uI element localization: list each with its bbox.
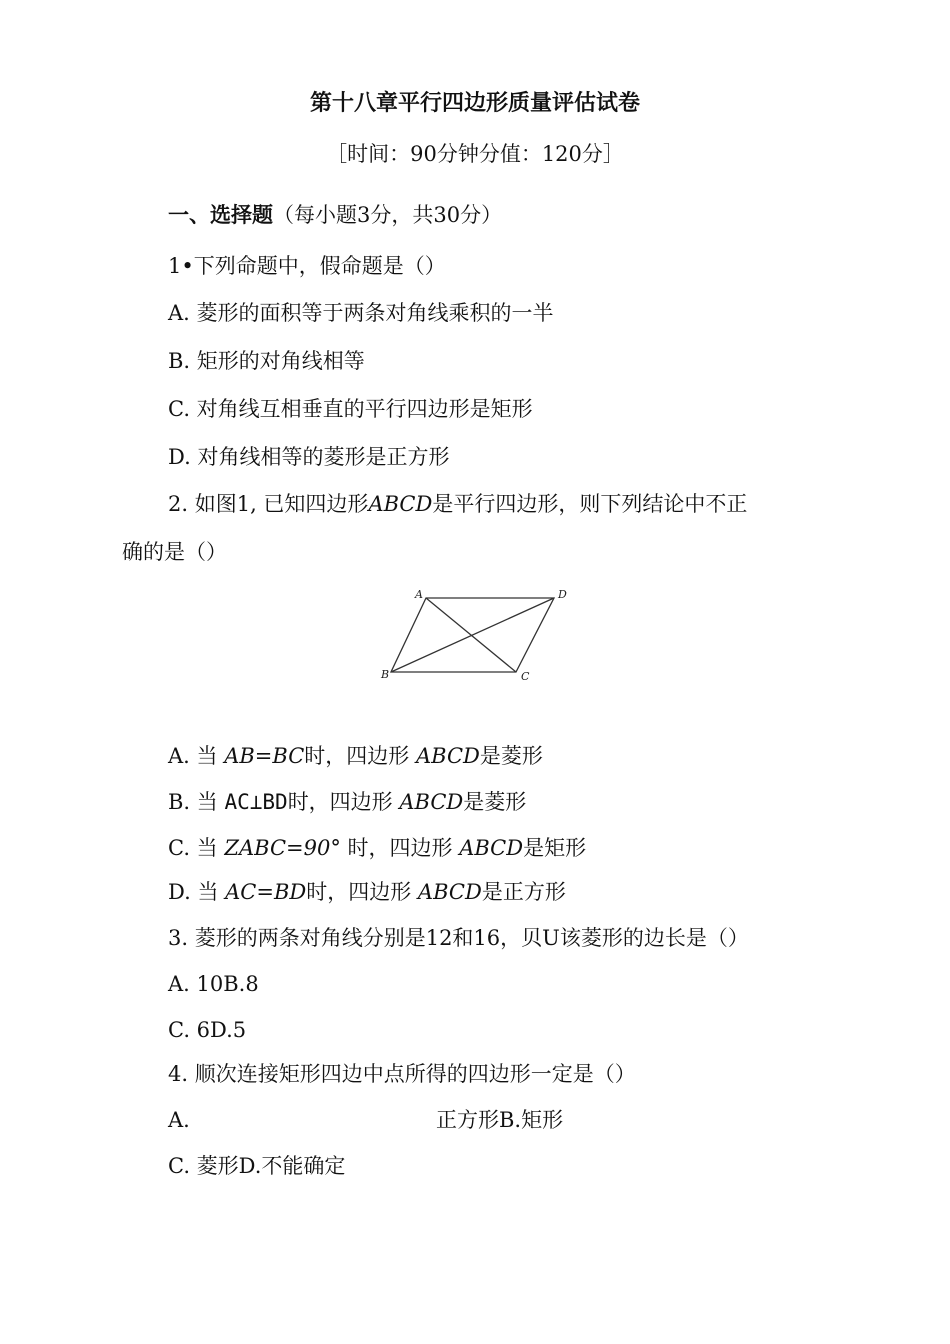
page-title: 第十八章平行四边形质量评估试卷 (309, 90, 640, 116)
q3-stem: 3. 菱形的两条对角线分别是12和16，贝U该菱形的边长是（） (168, 926, 749, 950)
q2-c-condition: ZABC=90° (224, 836, 341, 860)
vertex-label-a: A (415, 588, 423, 601)
q2-b-post: 是菱形 (463, 790, 527, 814)
parallelogram-figure (376, 584, 576, 684)
q3-options-ab: A. 10B.8 (168, 972, 259, 996)
q2-stem-continued: 确的是（） (122, 540, 227, 564)
q4-stem: 4. 顺次连接矩形四边中点所得的四边形一定是（） (168, 1062, 636, 1086)
q2-a-quad: ABCD (415, 744, 480, 768)
vertex-label-b: B (381, 668, 390, 681)
q2-stem-var: ABCD (368, 492, 433, 516)
q2-b-prefix: B. 当 (168, 790, 225, 814)
q2-a-mid: 时，四边形 (304, 744, 416, 768)
q1-option-d: D. 对角线相等的菱形是正方形 (168, 445, 450, 469)
q1-option-b: B. 矩形的对角线相等 (168, 349, 365, 373)
time-info: ［时间：90分钟分值：120分］ (326, 142, 624, 166)
q1-option-a: A. 菱形的面积等于两条对角线乘积的一半 (168, 301, 554, 325)
section-heading (168, 204, 502, 226)
section-note: （每小题3分，共30分） (273, 203, 503, 227)
q2-a-condition: AB=BC (224, 744, 305, 768)
q2-d-post: 是正方形 (481, 880, 566, 904)
q2-stem (168, 494, 747, 515)
q2-a-prefix: A. 当 (168, 744, 225, 768)
q2-a-post: 是菱形 (479, 744, 543, 768)
q2-b-condition: AC⊥BD (224, 790, 288, 814)
q2-b-quad: ABCD (399, 790, 464, 814)
q2-option-b (168, 792, 526, 813)
q2-option-d (168, 882, 566, 903)
q2-stem-post: 是平行四边形，则下列结论中不正 (432, 492, 748, 516)
q2-stem-pre: 2. 如图1, 已知四边形 (168, 492, 369, 516)
q2-c-mid: 时，四边形 (340, 836, 460, 860)
q2-c-post: 是矩形 (523, 836, 587, 860)
q2-d-prefix: D. 当 (168, 880, 226, 904)
diagonal-bd (391, 598, 554, 672)
q4-option-a-label: A. (168, 1108, 190, 1132)
vertex-label-c: C (521, 670, 530, 683)
q3-options-cd: C. 6D.5 (168, 1018, 247, 1042)
q2-option-a (168, 746, 543, 767)
q2-d-condition: AC=BD (225, 880, 307, 904)
q1-stem: 1•下列命题中，假命题是（） (168, 254, 446, 278)
q1-option-c: C. 对角线互相垂直的平行四边形是矩形 (168, 397, 533, 421)
q2-c-quad: ABCD (459, 836, 524, 860)
q4-options-ab: 正方形B.矩形 (436, 1108, 564, 1132)
q4-options-cd: C. 菱形D.不能确定 (168, 1154, 346, 1178)
vertex-label-d: D (558, 588, 567, 601)
q2-d-mid: 时，四边形 (306, 880, 418, 904)
q2-b-mid: 时，四边形 (287, 790, 400, 814)
q2-c-prefix: C. 当 (168, 836, 225, 860)
q2-option-c (168, 838, 586, 859)
section-title: 一、选择题 (168, 202, 273, 227)
q2-d-quad: ABCD (417, 880, 482, 904)
